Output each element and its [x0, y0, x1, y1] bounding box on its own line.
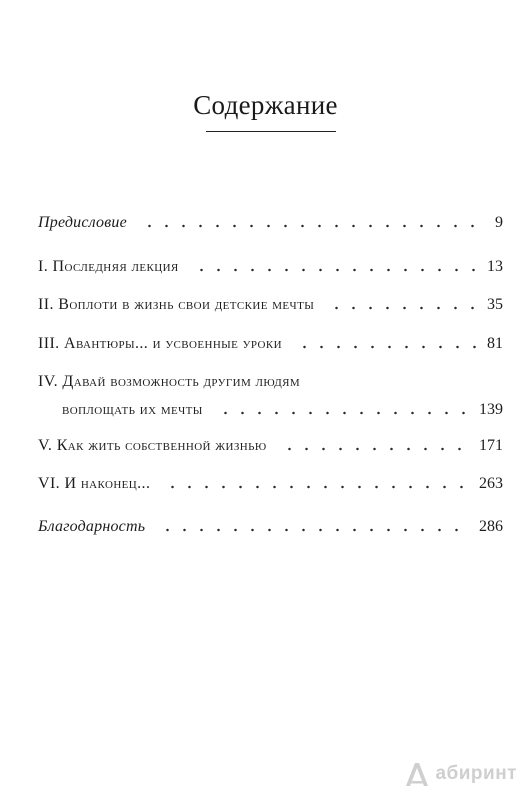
toc-entry-acknowledgements: [38, 513, 503, 537]
toc-entry-page: 13: [487, 258, 503, 275]
toc-entry-title: воплощать их мечты: [62, 401, 203, 418]
toc-entry-chapter-3: [38, 330, 503, 354]
toc-entry-chapter-2: [38, 291, 503, 315]
toc-entry-title: Предисловие: [38, 214, 127, 231]
toc-entry-page: 286: [479, 518, 503, 535]
toc-entry-title: VI. И наконец...: [38, 475, 151, 492]
watermark-text: абиринт: [435, 763, 517, 784]
toc-entry-chapter-1: [38, 253, 503, 277]
watermark: [403, 756, 517, 792]
toc-entry-chapter-4: [62, 396, 503, 420]
toc-entry-title: V. Как жить собственной жизнью: [38, 437, 267, 454]
toc-entry-chapter-6: [38, 470, 503, 494]
toc-entry-page: 139: [479, 401, 503, 418]
page-title: Содержание: [193, 90, 338, 120]
toc-entry-chapter-4-line1: IV. Давай возможность другим людям: [38, 373, 301, 390]
toc-entry-title: Благодарность: [38, 518, 146, 535]
dot-leader: [328, 306, 477, 310]
dot-leader: [159, 528, 469, 532]
toc-entry-page: 9: [495, 214, 503, 231]
labyrinth-logo-icon: [403, 759, 433, 789]
toc-entry-chapter-5: [38, 432, 503, 456]
toc-entry-title: II. Воплоти в жизнь свои детские мечты: [38, 296, 315, 313]
logo-letter: Л: [415, 775, 420, 782]
toc-entry-page: 35: [487, 296, 503, 313]
dot-leader: [217, 411, 469, 415]
toc-entry-page: 263: [479, 475, 503, 492]
toc-entry-title: I. Последняя лекция: [38, 258, 179, 275]
toc-entry-page: 81: [487, 335, 503, 352]
dot-leader: [281, 447, 469, 451]
dot-leader: [193, 268, 477, 272]
dot-leader: [296, 345, 477, 349]
title-underline: [206, 131, 336, 132]
toc-entry-preface: [38, 209, 503, 233]
toc-entry-page: 171: [479, 437, 503, 454]
dot-leader: [141, 224, 485, 228]
toc-entry-title: III. Авантюры... и усвоенные уроки: [38, 335, 282, 352]
dot-leader: [164, 485, 469, 489]
